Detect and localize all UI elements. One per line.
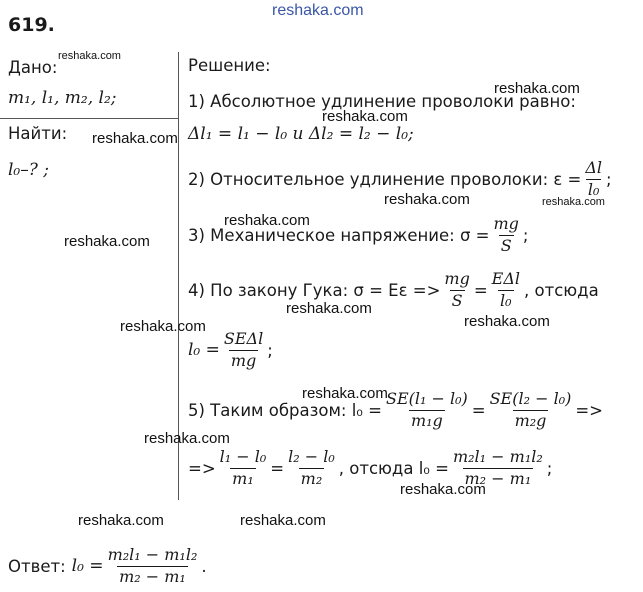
watermark: reshaka.com <box>494 80 580 97</box>
watermark: reshaka.com <box>144 430 230 447</box>
step5-fraction-2 <box>488 390 574 430</box>
step5-continued: => $\frac{\text{l₁ − l₀}}{\text{m₁}}$ = $\frac{\text{l₂ − l₀}}{\text{m₂}}$ , отсюда l₀ = $\frac{\text{m₂l₁ − m₁l₂}}{\text{m₂ − m₁}}$ ; <box>188 447 553 488</box>
solution-title: Решение: <box>188 56 271 75</box>
given-divider <box>0 118 178 119</box>
step4-tail: , отсюда <box>524 280 599 300</box>
fraction-denominator: m₂ − m₁ <box>119 566 186 586</box>
step5b-start: => <box>188 458 216 478</box>
problem-number: 619. <box>8 14 55 36</box>
watermark: reshaka.com <box>240 512 326 529</box>
fraction-denominator: m₂ − m₁ <box>464 468 532 488</box>
step4b-fraction <box>222 330 265 370</box>
step3-text: 3) Механическое напряжение: σ = <box>188 225 490 245</box>
fraction-numerator: EΔl <box>491 269 520 289</box>
watermark: reshaka.com <box>92 130 178 147</box>
fraction-denominator: l₀ <box>587 179 600 199</box>
fraction-denominator: l₀ <box>500 290 512 310</box>
step5b-fraction-2 <box>286 448 337 488</box>
fraction-denominator: mg <box>230 350 257 370</box>
step5-arrow: => <box>575 400 604 420</box>
fraction-denominator: m₁ <box>232 468 254 488</box>
fraction-numerator: mg <box>444 269 470 289</box>
watermark: reshaka.com <box>64 233 150 250</box>
watermark: reshaka.com <box>384 191 470 208</box>
step5: 5) Таким образом: l₀ = $\frac{\text{SE(l₁ − l₀)}}{\text{m₁g}}$ = $\frac{\text{SE(l₂ − l₀)}}{\text{m₂g}}$ => <box>188 389 604 430</box>
fraction-numerator: m₂l₁ − m₁l₂ <box>452 447 543 467</box>
given-values: m₁, l₁, m₂, l₂; <box>8 88 117 108</box>
step5b-mid: , отсюда l₀ = <box>338 458 449 478</box>
fraction-numerator: m₂l₁ − m₁l₂ <box>107 545 198 565</box>
fraction-denominator: m₁g <box>410 410 443 430</box>
fraction-denominator: m₂g <box>514 410 547 430</box>
step5-fraction-1 <box>384 390 470 430</box>
fraction-denominator: S <box>500 235 512 255</box>
step4: 4) По закону Гука: σ = Eε => $\frac{mg}{S}$ = $\frac{\text{EΔl}}{\text{l₀}}$ , отсюда <box>188 269 599 310</box>
step3: 3) Механическое напряжение: σ = $\frac{mg}{S}$ ; <box>188 214 529 255</box>
step4-fraction-2 <box>490 270 522 310</box>
answer-left: l₀ = <box>71 556 104 576</box>
site-watermark-top: reshaka.com <box>272 2 364 19</box>
watermark: reshaka.com <box>224 212 310 229</box>
watermark: reshaka.com <box>464 313 550 330</box>
watermark: reshaka.com <box>302 385 388 402</box>
step2: 2) Относительное удлинение проволоки: ε = $\frac{\Delta l}{\text{l₀}}$ ; <box>188 158 612 199</box>
watermark: reshaka.com <box>120 318 206 335</box>
step5-text: 5) Таким образом: l₀ = <box>188 400 382 420</box>
step4-result: l₀ = $\frac{\text{SEΔl}}{mg}$ ; <box>188 329 273 370</box>
find-value: l₀–? ; <box>8 160 49 180</box>
watermark: reshaka.com <box>286 300 372 317</box>
given-title: Дано: <box>8 58 58 77</box>
fraction-numerator: Δl <box>585 158 603 178</box>
step3-fraction <box>491 215 520 255</box>
fraction-numerator: l₁ − l₀ <box>219 447 267 467</box>
step2-text: 2) Относительное удлинение проволоки: ε = <box>188 169 582 189</box>
fraction-numerator: SE(l₂ − l₀) <box>489 389 572 409</box>
step4-text: 4) По закону Гука: σ = Eε => <box>188 280 441 300</box>
step4-fraction-1 <box>442 270 471 310</box>
fraction-numerator: l₂ − l₀ <box>288 447 335 467</box>
fraction-numerator: SE(l₁ − l₀) <box>386 389 468 409</box>
fraction-denominator: S <box>451 290 463 310</box>
step1-text: 1) Абсолютное удлинение проволоки равно: <box>188 92 576 111</box>
step4b-left: l₀ = <box>188 340 220 360</box>
step2-fraction <box>583 159 604 199</box>
watermark: reshaka.com <box>78 512 164 529</box>
fraction-denominator: m₂ <box>300 468 323 488</box>
watermark: reshaka.com <box>322 108 408 125</box>
step5b-fraction-1 <box>218 448 269 488</box>
answer: Ответ: l₀ = $\frac{\text{m₂l₁ − m₁l₂}}{\text{m₂ − m₁}}$ . <box>8 545 207 586</box>
fraction-numerator: SEΔl <box>223 329 264 349</box>
step1-formula: Δl₁ = l₁ − l₀ и Δl₂ = l₂ − l₀; <box>188 124 414 144</box>
answer-label: Ответ: <box>8 556 66 576</box>
fraction-numerator: mg <box>493 214 519 234</box>
find-title: Найти: <box>8 124 68 143</box>
watermark: reshaka.com <box>400 481 486 498</box>
answer-fraction <box>106 546 200 586</box>
watermark: reshaka.com <box>542 196 605 208</box>
watermark: reshaka.com <box>58 50 121 62</box>
